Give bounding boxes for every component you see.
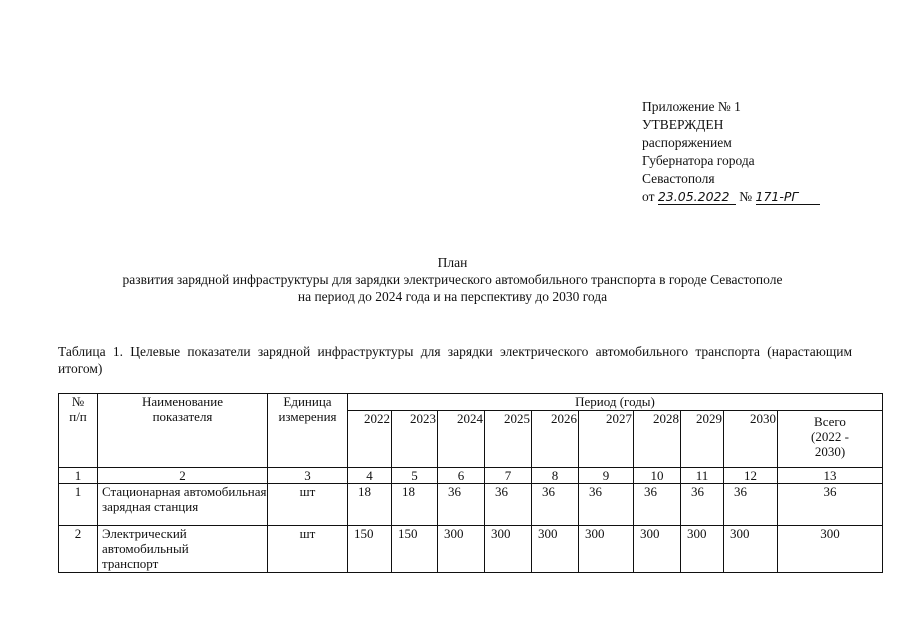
title-line-2: развития зарядной инфраструктуры для зарядки электрического автомобильного транспорта в городе Севастополе [122,272,783,287]
appendix-title: Приложение № 1 [642,99,741,114]
appendix-block [642,98,820,206]
table-row [59,484,883,526]
row-value: 36 [532,484,579,526]
column-number: 4 [348,468,392,484]
handwritten-date: 23.05.2022 [658,190,736,205]
row-value: 150 [392,526,438,573]
header-unit: Единица измерения [268,394,348,468]
row-value: 36 [438,484,485,526]
row-value: 18 [348,484,392,526]
column-number-row [59,468,883,484]
row-unit: шт [268,484,348,526]
header-year: 2028 [634,411,681,468]
row-unit: шт [268,526,348,573]
table-caption: Таблица 1. Целевые показатели зарядной инфраструктуры для зарядки электрического автомобильного транспорта (нарастающим итогом) [58,344,852,376]
header-year: 2022 [348,411,392,468]
column-number: 6 [438,468,485,484]
approved-label: УТВЕРЖДЕН [642,117,724,132]
row-value: 300 [634,526,681,573]
column-number: 9 [579,468,634,484]
from-label: от [642,189,655,204]
header-total: Всего (2022 - 2030) [778,411,883,468]
header-year: 2030 [724,411,778,468]
row-value: 36 [579,484,634,526]
row-value: 36 [485,484,532,526]
header-number: № п/п [59,394,98,468]
column-number: 8 [532,468,579,484]
targets-table [58,393,883,573]
row-value: 300 [438,526,485,573]
row-value: 300 [532,526,579,573]
row-value: 36 [634,484,681,526]
row-value: 300 [579,526,634,573]
column-number: 10 [634,468,681,484]
header-year: 2024 [438,411,485,468]
number-label: № [739,189,753,204]
table-row [59,526,883,573]
header-period: Период (годы) [348,394,883,411]
governor-label: Губернатора города [642,153,755,168]
header-year: 2025 [485,411,532,468]
row-total: 300 [778,526,883,573]
row-total: 36 [778,484,883,526]
title-line-3: на период до 2024 года и на перспективу до 2030 года [297,289,608,304]
row-value: 300 [485,526,532,573]
header-year: 2026 [532,411,579,468]
column-number: 5 [392,468,438,484]
column-number: 7 [485,468,532,484]
column-number: 1 [59,468,98,484]
header-name: Наименование показателя [98,394,268,468]
row-name: Электрический автомобильный транспорт [98,526,268,573]
title-line-1: План [437,255,468,270]
column-number: 13 [778,468,883,484]
row-name: Стационарная автомобильная зарядная станция [98,484,268,526]
row-value: 36 [724,484,778,526]
row-number: 1 [59,484,98,526]
column-number: 12 [724,468,778,484]
document-title [0,254,905,305]
header-year: 2027 [579,411,634,468]
order-label: распоряжением [642,135,732,150]
row-value: 300 [681,526,724,573]
row-number: 2 [59,526,98,573]
date-number-line [642,188,820,206]
row-value: 150 [348,526,392,573]
city-label: Севастополя [642,171,715,186]
header-year: 2029 [681,411,724,468]
header-year: 2023 [392,411,438,468]
row-value: 300 [724,526,778,573]
column-number: 11 [681,468,724,484]
header-row-1 [59,394,883,411]
column-number: 2 [98,468,268,484]
handwritten-number: 171-РГ [756,190,820,205]
row-value: 18 [392,484,438,526]
column-number: 3 [268,468,348,484]
row-value: 36 [681,484,724,526]
